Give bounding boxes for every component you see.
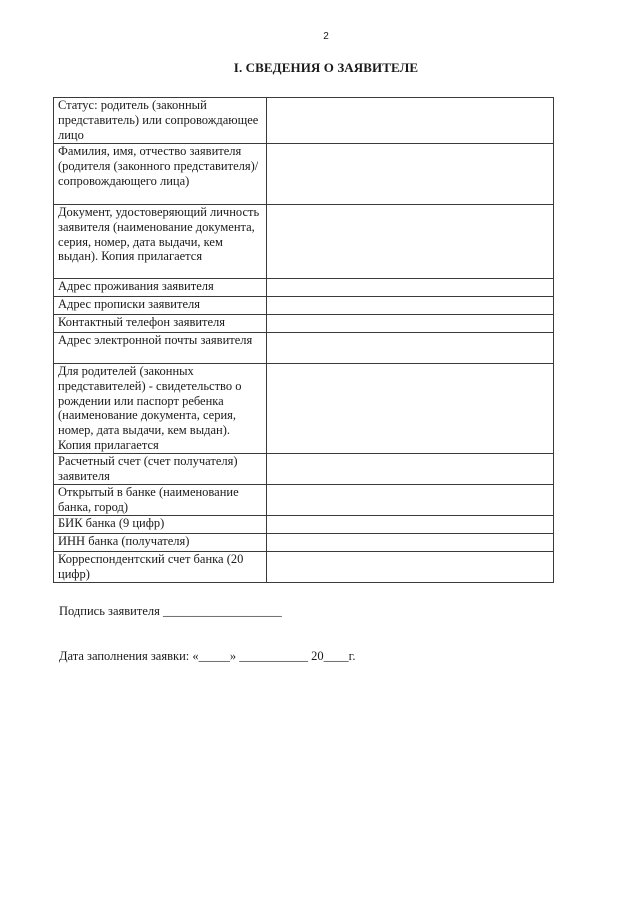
row-value-id-document[interactable]	[267, 205, 554, 279]
row-value-bik[interactable]	[267, 515, 554, 533]
table-row	[54, 205, 554, 279]
row-label-phone: Контактный телефон заявителя	[54, 315, 267, 333]
row-label-residence-address: Адрес проживания заявителя	[54, 279, 267, 297]
row-label-registration-address: Адрес прописки заявителя	[54, 297, 267, 315]
table-row	[54, 333, 554, 364]
row-label-email: Адрес электронной почты заявителя	[54, 333, 267, 364]
table-row	[54, 484, 554, 515]
table-row	[54, 515, 554, 533]
page-number: 2	[323, 31, 329, 42]
row-value-full-name[interactable]	[267, 144, 554, 205]
table-row	[54, 364, 554, 454]
row-label-bik: БИК банка (9 цифр)	[54, 515, 267, 533]
table-row	[54, 453, 554, 484]
row-value-registration-address[interactable]	[267, 297, 554, 315]
table-row	[54, 315, 554, 333]
section-title: I. СВЕДЕНИЯ О ЗАЯВИТЕЛЕ	[233, 60, 419, 75]
table-row	[54, 98, 554, 144]
row-label-inn: ИНН банка (получателя)	[54, 533, 267, 551]
row-label-bank: Открытый в банке (наименование банка, город)	[54, 484, 267, 515]
row-value-residence-address[interactable]	[267, 279, 554, 297]
row-value-inn[interactable]	[267, 533, 554, 551]
table-row	[54, 297, 554, 315]
table-row	[54, 533, 554, 551]
table-row	[54, 279, 554, 297]
row-value-email[interactable]	[267, 333, 554, 364]
row-value-bank[interactable]	[267, 484, 554, 515]
row-label-status: Статус: родитель (законный представитель) или сопровождающее лицо	[54, 98, 267, 144]
row-label-full-name: Фамилия, имя, отчество заявителя (родителя (законного представителя)/сопровождающего лица)	[54, 144, 267, 205]
row-label-id-document: Документ, удостоверяющий личность заявителя (наименование документа, серия, номер, дата выдачи, кем выдан). Копия прилагается	[54, 205, 267, 279]
signature-line: Подпись заявителя ___________________	[59, 604, 282, 618]
row-value-corr-account[interactable]	[267, 551, 554, 582]
row-value-child-document[interactable]	[267, 364, 554, 454]
fill-date-line: Дата заполнения заявки: «_____» ___________ 20____г.	[59, 649, 356, 663]
row-label-account: Расчетный счет (счет получателя) заявителя	[54, 453, 267, 484]
applicant-info-table	[53, 97, 554, 583]
row-value-status[interactable]	[267, 98, 554, 144]
table-row	[54, 144, 554, 205]
table-row	[54, 551, 554, 582]
row-value-phone[interactable]	[267, 315, 554, 333]
row-label-corr-account: Корреспондентский счет банка (20 цифр)	[54, 551, 267, 582]
row-value-account[interactable]	[267, 453, 554, 484]
row-label-child-document: Для родителей (законных представителей) - свидетельство о рождении или паспорт ребенка (наименование документа, серия, номер, дата выдачи, кем выдан). Копия прилагается	[54, 364, 267, 454]
